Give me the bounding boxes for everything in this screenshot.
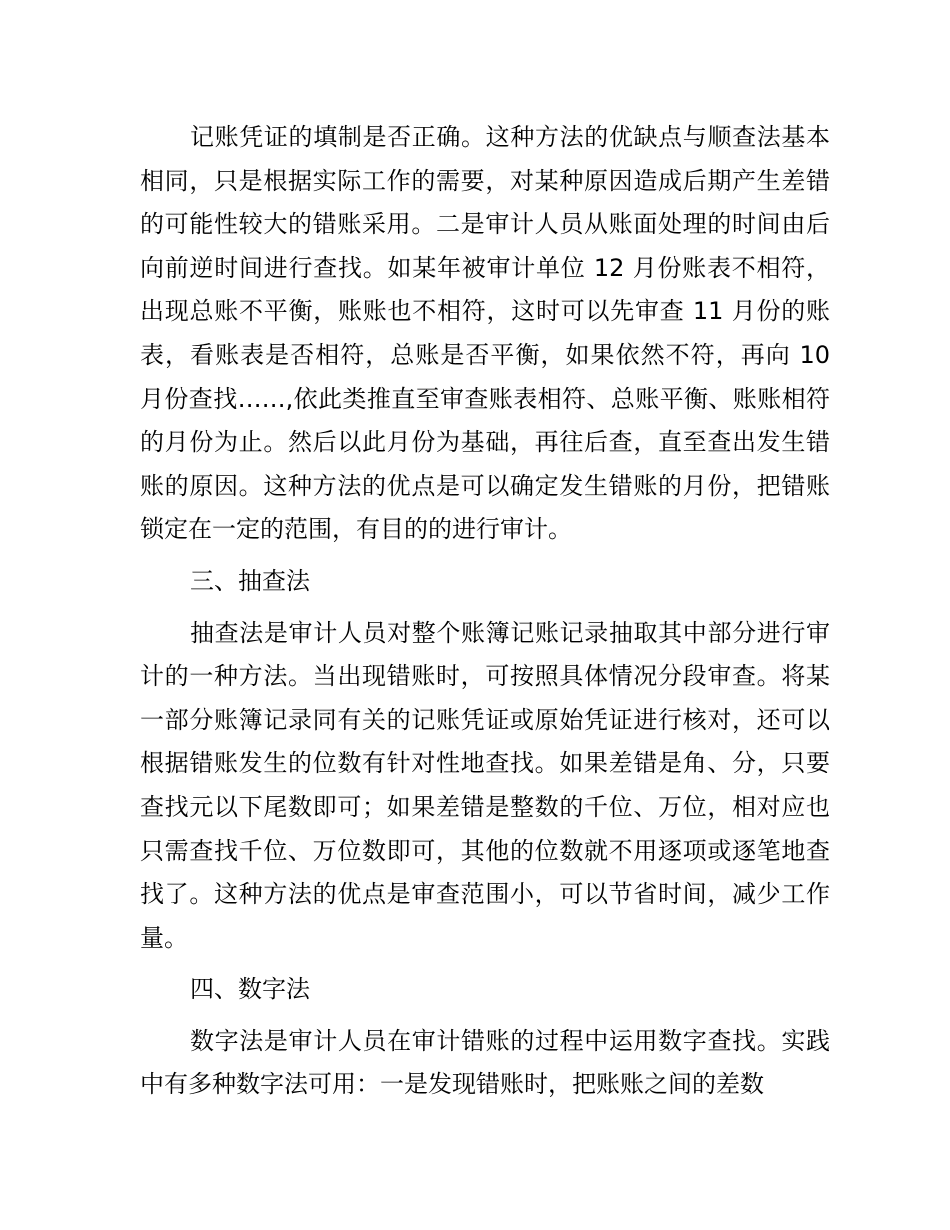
paragraph-reverse-check: 记账凭证的填制是否正确。这种方法的优缺点与顺查法基本相同，只是根据实际工作的需要，对某种原因造成后期产生差错的可能性较大的错账采用。二是审计人员从账面处理的时间由后向前逆时间进行查找。如某年被审计单位 12 月份账表不相符，出现总账不平衡，账账也不相符，这时可以先审查 11 月份的账表，看账表是否相符，总账是否平衡，如果依然不符，再向 10 月份查找……,依此类推直至审查账表相符、总账平衡、账账相符的月份为止。然后以此月份为基础，再往后查，直至查出发生错账的原因。这种方法的优点是可以确定发生错账的月份，把错账锁定在一定的范围，有目的的进行审计。 <box>140 123 830 544</box>
paragraph-numeric-method: 数字法是审计人员在审计错账的过程中运用数字查找。实践中有多种数字法可用：一是发现错账时，把账账之间的差数 <box>140 1026 830 1099</box>
section-heading-numeric: 四、数字法 <box>190 975 310 1004</box>
document-page <box>140 116 830 1107</box>
paragraph-sampling-method: 抽查法是审计人员对整个账簿记账记录抽取其中部分进行审计的一种方法。当出现错账时，可按照具体情况分段审查。将某一部分账簿记录同有关的记账凭证或原始凭证进行核对，还可以根据错账发生的位数有针对性地查找。如果差错是角、分，只要查找元以下尾数即可；如果差错是整数的千位、万位，相对应也只需查找千位、万位数即可，其他的位数就不用逐项或逐笔地查找了。这种方法的优点是审查范围小，可以节省时间，减少工作量。 <box>140 618 830 952</box>
section-heading-sampling: 三、抽查法 <box>190 566 310 595</box>
